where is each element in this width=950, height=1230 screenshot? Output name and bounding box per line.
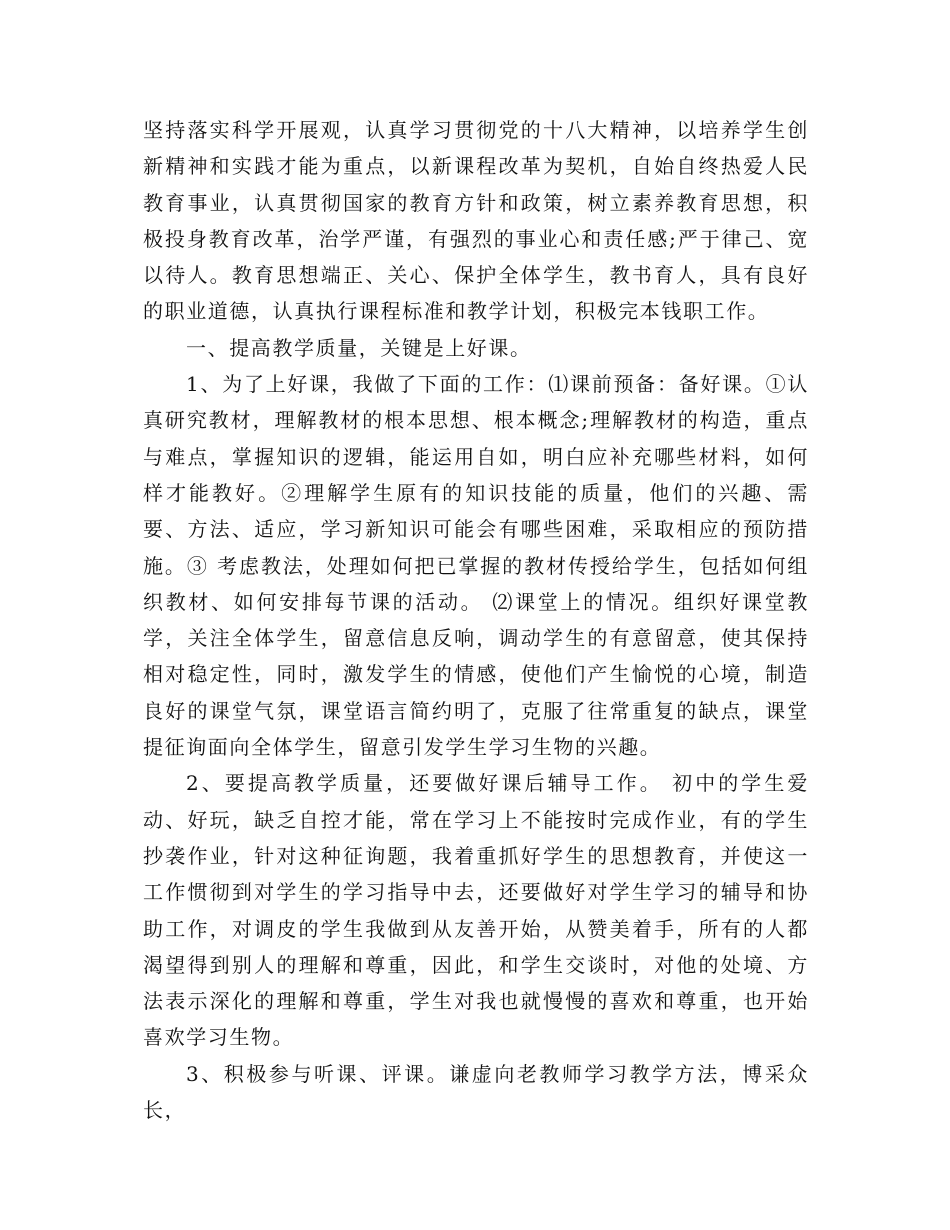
paragraph-item-3: 3、积极参与听课、评课。谦虚向老教师学习教学方法，博采众长， [143, 1061, 809, 1123]
heading-section-1: 一、提高教学质量，关键是上好课。 [186, 335, 532, 360]
document-page [143, 112, 809, 1128]
paragraph-intro: 坚持落实科学开展观，认真学习贯彻党的十八大精神，以培养学生创新精神和实践才能为重点，以新课程改革为契机，自始自终热爱人民教育事业，认真贯彻国家的教育方针和政策，树立素养教育思想，积极投身教育改革，治学严谨，有强烈的事业心和责任感;严于律己、宽以待人。教育思想端正、关心、保护全体学生，教书育人，具有良好的职业道德，认真执行课程标准和教学计划，积极完本钱职工作。 [143, 118, 809, 324]
paragraph-item-2: 2、要提高教学质量，还要做好课后辅导工作。 初中的学生爱动、好玩，缺乏自控才能，常在学习上不能按时完成作业，有的学生抄袭作业，针对这种征询题，我着重抓好学生的思想教育，并使这一工作惯彻到对学生的学习指导中去，还要做好对学生学习的辅导和协助工作，对调皮的学生我做到从友善开始，从赞美着手，所有的人都渴望得到别人的理解和尊重，因此，和学生交谈时，对他的处境、方法表示深化的理解和尊重，学生对我也就慢慢的喜欢和尊重，也开始喜欢学习生物。 [143, 771, 809, 1050]
paragraph-item-1: 1、为了上好课，我做了下面的工作：⑴课前预备：备好课。①认真研究教材，理解教材的根本思想、根本概念;理解教材的构造，重点与难点，掌握知识的逻辑，能运用自如，明白应补充哪些材料，如何样才能教好。②理解学生原有的知识技能的质量，他们的兴趣、需要、方法、适应，学习新知识可能会有哪些困难，采取相应的预防措施。③ 考虑教法，处理如何把已掌握的教材传授给学生，包括如何组织教材、如何安排每节课的活动。 ⑵课堂上的情况。组织好课堂教学，关注全体学生，留意信息反响，调动学生的有意留意，使其保持相对稳定性，同时，激发学生的情感，使他们产生愉悦的心境，制造良好的课堂气氛，课堂语言简约明了，克服了往常重复的缺点，课堂提征询面向全体学生，留意引发学生学习生物的兴趣。 [143, 372, 809, 760]
